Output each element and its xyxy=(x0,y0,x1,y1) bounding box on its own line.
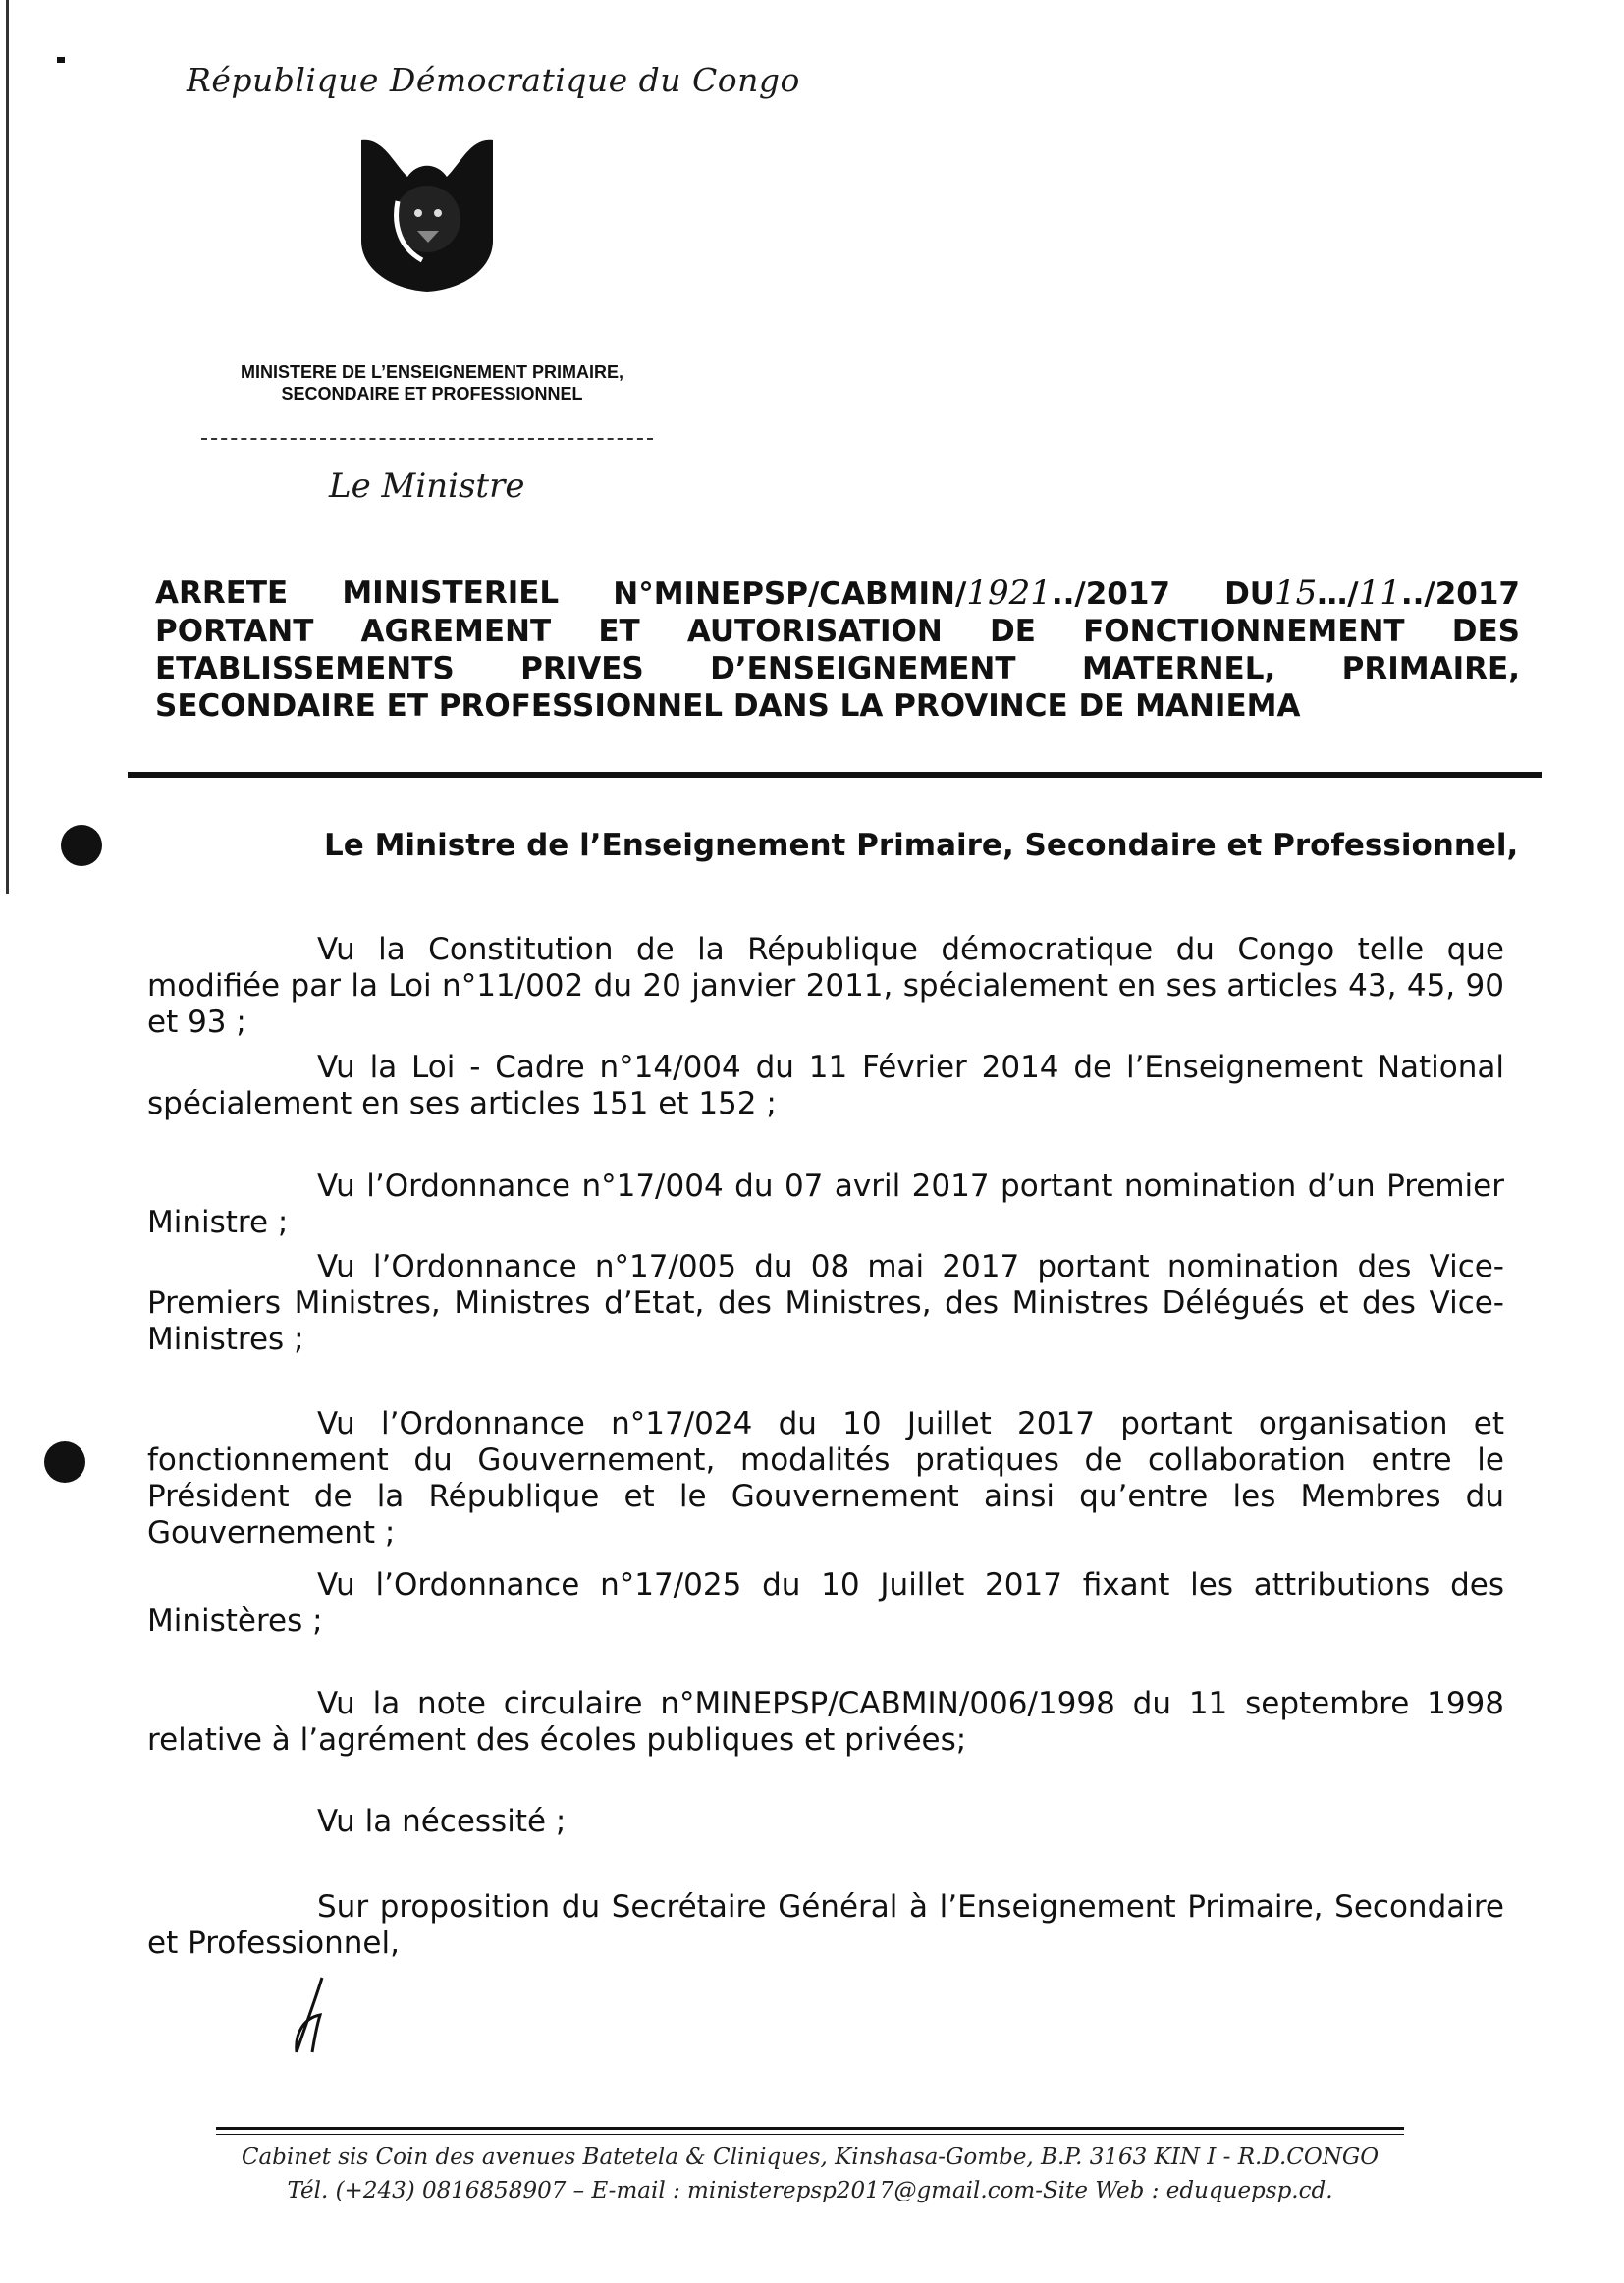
title-word: FONCTIONNEMENT xyxy=(1083,614,1405,649)
recital-constitution: Vu la Constitution de la République démocratique du Congo telle que modifiée par la Loi n°11/002 du 20 janvier 2011, spécialement en ses articles 43, 45, 90 et 93 ; xyxy=(147,932,1504,1040)
recital-ordonnance-005: Vu l’Ordonnance n°17/005 du 08 mai 2017 portant nomination des Vice-Premiers Ministres, Ministres d’Etat, des Ministres, des Ministres Délégués et des Vice-Ministres ; xyxy=(147,1249,1504,1357)
title-word: DE xyxy=(990,614,1036,649)
ministry-line-1: MINISTERE DE L’ENSEIGNEMENT PRIMAIRE, xyxy=(240,362,624,382)
scan-mark xyxy=(57,57,65,63)
ministry-line-2: SECONDAIRE ET PROFESSIONNEL xyxy=(281,384,583,404)
title-word: AGREMENT xyxy=(360,614,552,649)
recital-loi-cadre: Vu la Loi - Cadre n°14/004 du 11 Février 2014 de l’Enseignement National spécialement en ses articles 151 et 152 ; xyxy=(147,1050,1504,1121)
handwritten-day: 15 xyxy=(1273,573,1318,613)
recital-proposition: Sur proposition du Secrétaire Général à l’Enseignement Primaire, Secondaire et Professionnel, xyxy=(147,1889,1504,1961)
title-line-3 xyxy=(155,650,1520,687)
recital-ordonnance-004: Vu l’Ordonnance n°17/004 du 07 avril 2017 portant nomination d’un Premier Ministre ; xyxy=(147,1169,1504,1240)
handwritten-month: 11 xyxy=(1358,573,1401,613)
punch-hole-mark xyxy=(44,1441,85,1483)
ministry-name xyxy=(196,361,668,405)
scan-edge-line xyxy=(6,0,9,894)
handwritten-number: 1921 xyxy=(966,573,1052,613)
recital-necessite: Vu la nécessité ; xyxy=(317,1804,567,1839)
minister-title: Le Ministre xyxy=(329,466,525,506)
title-word: PRIVES xyxy=(520,651,644,686)
minister-heading: Le Ministre de l’Enseignement Primaire, Secondaire et Professionnel, xyxy=(324,828,1519,863)
recital-ordonnance-025: Vu l’Ordonnance n°17/025 du 10 Juillet 2017 fixant les attributions des Ministères ; xyxy=(147,1567,1504,1639)
ministry-divider xyxy=(201,438,653,440)
recital-ordonnance-024: Vu l’Ordonnance n°17/024 du 10 Juillet 2017 portant organisation et fonctionnement du Gouvernement, modalités pratiques de collaboration entre le Président de la République et le Gouvernement ainsi qu’entre les Membres du Gouvernement ; xyxy=(147,1406,1504,1550)
title-line-2 xyxy=(155,613,1520,650)
title-word: PRIMAIRE, xyxy=(1341,651,1520,686)
decree-date: DU15…/11../2017 xyxy=(1224,573,1520,613)
title-line-4: SECONDAIRE ET PROFESSIONNEL DANS LA PROVINCE DE MANIEMA xyxy=(155,688,1301,724)
title-word: D’ENSEIGNEMENT xyxy=(710,651,1016,686)
decree-title xyxy=(155,574,1520,725)
decree-number: N°MINEPSP/CABMIN/1921../2017 xyxy=(613,573,1170,613)
recital-note-circulaire: Vu la note circulaire n°MINEPSP/CABMIN/006/1998 du 11 septembre 1998 relative à l’agrément des écoles publiques et privées; xyxy=(147,1686,1504,1758)
title-line-1 xyxy=(155,574,1520,613)
title-word: PORTANT xyxy=(155,614,314,649)
title-word: ET xyxy=(598,614,640,649)
title-word: ARRETE xyxy=(155,575,289,611)
title-word: ETABLISSEMENTS xyxy=(155,651,455,686)
footer-address: Cabinet sis Coin des avenues Batetela & Cliniques, Kinshasa-Gombe, B.P. 3163 KIN I - R.D.CONGO xyxy=(241,2145,1380,2170)
title-word: AUTORISATION xyxy=(686,614,943,649)
punch-hole-mark xyxy=(61,825,102,866)
footer-divider xyxy=(216,2127,1404,2130)
title-word: MATERNEL, xyxy=(1081,651,1276,686)
initial-signature xyxy=(285,1974,344,2057)
footer-contact: Tél. (+243) 0816858907 – E-mail : ministerepsp2017@gmail.com-Site Web : eduquepsp.cd. xyxy=(287,2178,1333,2203)
title-word: MINISTERIEL xyxy=(342,575,560,611)
title-word: DES xyxy=(1451,614,1520,649)
footer-divider-thin xyxy=(216,2134,1404,2135)
coat-of-arms-emblem xyxy=(353,133,501,295)
country-name: République Démocratique du Congo xyxy=(187,61,800,99)
title-divider xyxy=(128,772,1542,778)
